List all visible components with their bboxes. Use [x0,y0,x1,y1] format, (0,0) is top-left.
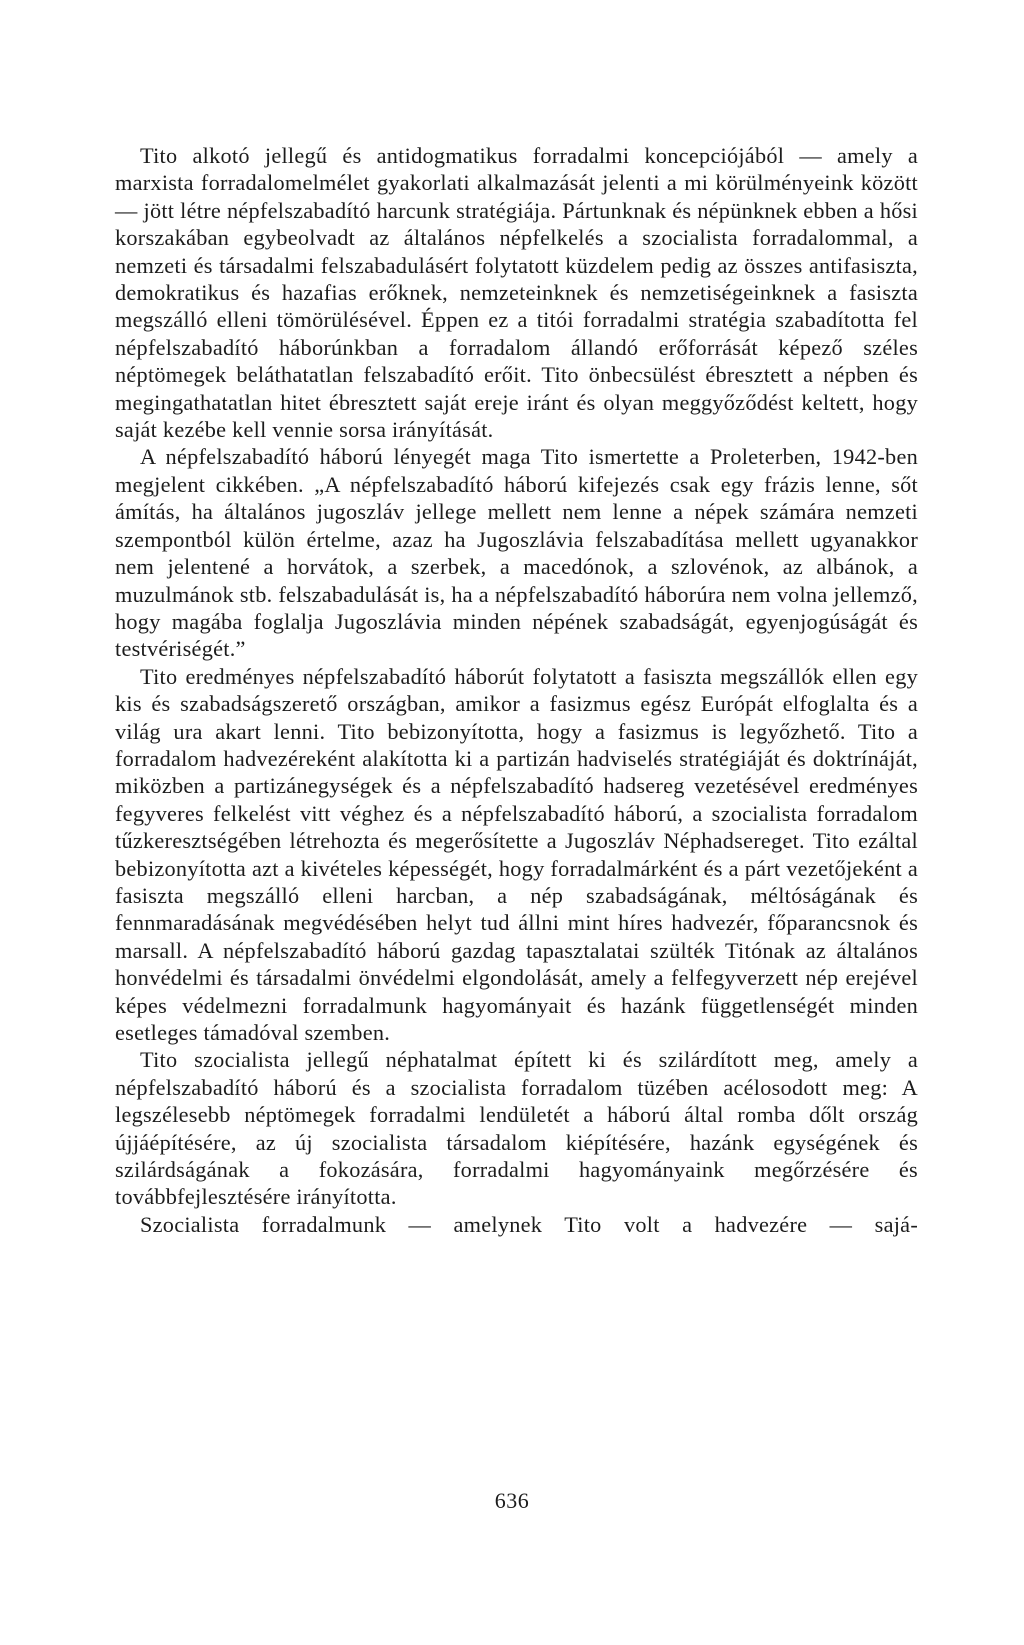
paragraph-3: Tito eredményes népfelszabadító háborút folytatott a fasiszta megszállók ellen egy kis és szabadságszerető országban, amikor a fasizmus egész Európát elfoglalta és a világ ura akart lenni. Tito bebizonyította, hogy a fasizmus is legyőzhető. Tito a forradalom hadvezéreként alakította ki a partizán hadviselés stratégiáját és doktrínáját, miközben a partizánegységek és a népfelszabadító hadsereg vezetésével eredményes fegyveres felkelést vitt véghez és a népfelszabadító háború, a szocialista forradalom tűzkeresztségében létrehozta és megerősítette a Jugoszláv Néphadsereget. Tito ezáltal bebizonyította azt a kivételes képességét, hogy forradalmárként és a párt vezetőjeként a fasiszta megszálló elleni harcban, a nép szabadságának, méltóságának és fennmaradásának megvédésében helyt tud állni mint híres hadvezér, főparancsnok és marsall. A népfelszabadító háború gazdag tapasztalatai szülték Titónak az általános honvédelmi és társadalmi önvédelmi elgondolását, amely a felfegyverzett nép erejével képes védelmezni forradalmunk hagyományait és hazánk függetlenségét minden esetleges támadóval szemben. [115,663,918,1045]
paragraph-1: Tito alkotó jellegű és antidogmatikus forradalmi koncepciójából — amely a marxista forradalomelmélet gyakorlati alkalmazását jelenti a mi körülményeink között — jött létre népfelszabadító harcunk stratégiája. Pártunknak és népünknek ebben a hősi korszakában egybeolvadt az általános népfelkelés a szocialista forradalommal, a nemzeti és társadalmi felszabadulásért folytatott küzdelem pedig az összes antifasiszta, demokratikus és hazafias erőknek, nemzeteinknek és nemzetiségeinknek a fasiszta megszálló elleni tömörülésével. Éppen ez a titói forradalmi stratégia szabadította fel népfelszabadító háborúnkban a forradalom állandó erőforrását képező széles néptömegek beláthatatlan felszabadító erőit. Tito önbecsülést ébresztett a népben és megingathatatlan hitet ébresztett saját ereje iránt és olyan meggyőződést keltett, hogy saját kezébe kell vennie sorsa irányítását. [115,143,918,443]
page-number: 636 [494,1488,530,1513]
paragraph-2: A népfelszabadító háború lényegét maga Tito ismertette a Proleterben, 1942-ben megjelent cikkében. „A népfelszabadító háború kifejezés csak egy frázis lenne, sőt ámítás, ha általános jugoszláv jellege mellett nem lenne a népek számára nemzeti szempontból külön értelme, azaz ha Jugoszlávia felszabadítása mellett ugyanakkor nem jelentené a horvátok, a szerbek, a macedónok, a szlovénok, az albánok, a muzulmánok stb. felszabadulását is, ha a népfelszabadító háborúra nem volna jellemző, hogy magába foglalja Jugoszlávia minden népének szabadságát, egyenjogúságát és testvériségét.” [115,444,918,662]
paragraph-5: Szocialista forradalmunk — amelynek Tito volt a hadvezére — sajá- [140,1211,918,1237]
paragraph-4: Tito szocialista jellegű néphatalmat épített ki és szilárdított meg, amely a népfelszabadító háború és a szocialista forradalom tüzében acélosodott meg: A legszélesebb néptömegek forradalmi lendületét a háború által romba dőlt ország újjáépítésére, az új szocialista társadalom kiépítésére, hazánk egységének és szilárdságának a fokozására, forradalmi hagyományaink megőrzésére és továbbfejlesztésére irányította. [115,1047,918,1210]
body-text [115,142,918,1238]
